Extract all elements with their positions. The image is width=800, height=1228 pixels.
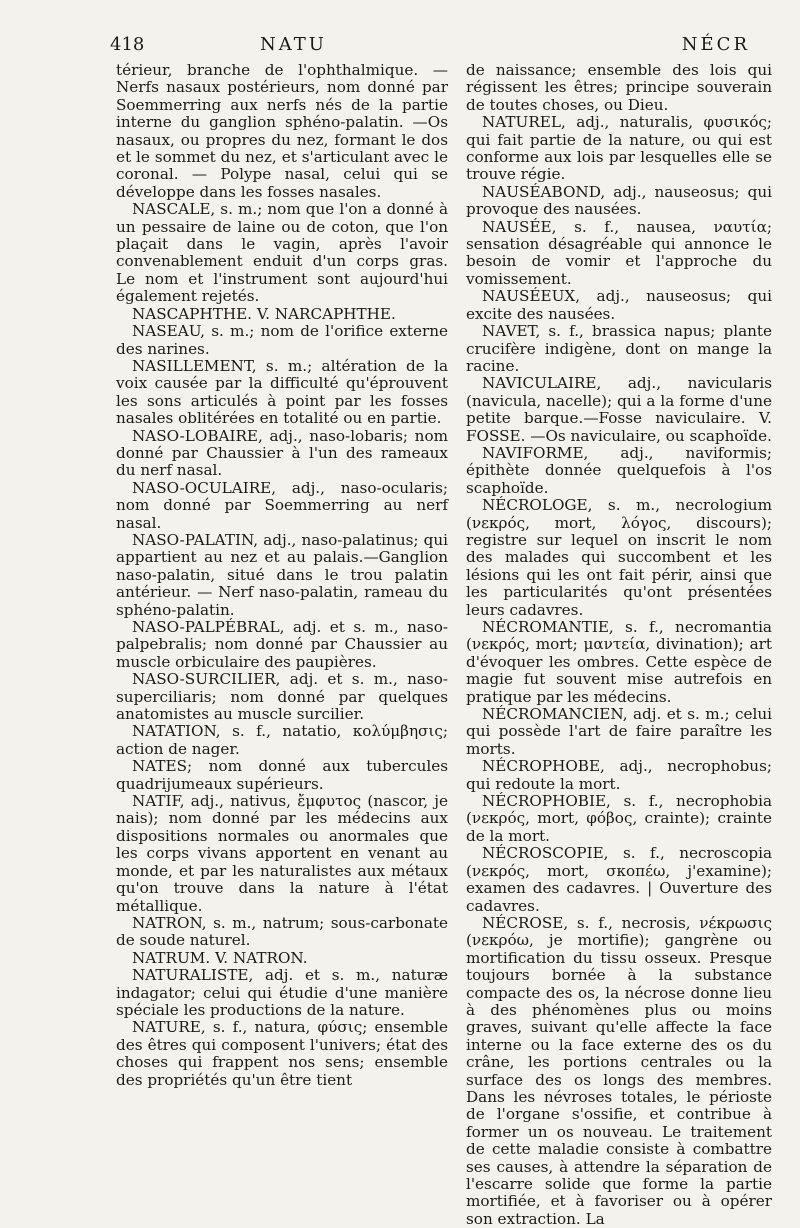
entry: NAUSÉEUX, adj., nauseosus; qui excite des nausées. (466, 287, 772, 323)
entry: NÉCROLOGE, s. m., necrologium (νεκρός, mort, λόγος, discours); registre sur lequel on inscrit le nom des malades qui succombent et les lésions qui les ont fait périr, ainsi que les particularités qu'ont présentées leurs cadavres. (466, 496, 772, 619)
entry: NATURALISTE, adj. et s. m., naturæ indagator; celui qui étudie d'une manière spéciale les productions de la nature. (116, 966, 448, 1019)
entry: NAVET, s. f., brassica napus; plante crucifère indigène, dont on mange la racine. (466, 322, 772, 375)
entry: NASO-LOBAIRE, adj., naso-lobaris; nom donné par Chaussier à l'un des rameaux du nerf nasal. (116, 426, 448, 480)
entry: NAUSÉABOND, adj., nauseosus; qui provoque des nausées. (466, 182, 772, 219)
entry: NASO-PALPÉBRAL, adj. et s. m., naso-palpebralis; nom donné par Chaussier au muscle orbiculaire des paupières. (116, 618, 448, 671)
entry: NAVICULAIRE, adj., navicularis (navicula, nacelle); qui a la forme d'une petite barque.—Fosse naviculaire. V. FOSSE. —Os naviculaire, ou scaphoïde. (466, 374, 772, 445)
entry: NÉCROPHOBIE, s. f., necrophobia (νεκρός, mort, φόβος, crainte); crainte de la mort. (466, 792, 772, 845)
entry: térieur, branche de l'ophthalmique. — Nerfs nasaux postérieurs, nom donné par Soemmerring aux nerfs nés de la partie interne du ganglion sphéno-palatin. —Os nasaux, ou propres du nez, formant le dos et le sommet du nez, et s'articulant avec le coronal. — Polype nasal, celui qui se développe dans les fosses nasales. (116, 61, 448, 201)
entry: NATURE, s. f., natura, φύσις; ensemble des êtres qui composent l'univers; état des choses qui frappent nos sens; ensemble des propriétés qu'un être tient (116, 1018, 448, 1089)
entry: NATIF, adj., nativus, ἔμφυτος (nascor, je nais); nom donné par les médecins aux dispositions normales ou anormales que les corps vivans apportent en venant au monde, et par les naturalistes aux métaux qu'on trouve dans la nature à l'état métallique. (116, 792, 448, 915)
entry: NASCALE, s. m.; nom que l'on a donné à un pessaire de laine ou de coton, que l'on plaçait dans le vagin, après l'avoir convenablement enduit d'un corps gras. Le nom et l'instrument sont aujourd'hui également rejetés. (116, 200, 448, 306)
right-column (466, 62, 772, 1228)
page-header (110, 26, 770, 56)
entry: NÉCROPHOBE, adj., necrophobus; qui redoute la mort. (466, 757, 772, 793)
entry: NÉCROMANTIE, s. f., necromantia (νεκρός, mort; μαντεία, divination); art d'évoquer les ombres. Cette espèce de magie fut souvent mise autrefois en pratique par les médecins. (466, 618, 772, 706)
entry: NAUSÉE, s. f., nausea, ναυτία; sensation désagréable qui annonce le besoin de vomir et l'approche du vomissement. (466, 217, 772, 288)
entry: de naissance; ensemble des lois qui régissent les êtres; principe souverain de toutes choses, ou Dieu. (466, 61, 772, 114)
entry: NASO-OCULAIRE, adj., naso-ocularis; nom donné par Soemmerring au nerf nasal. (116, 478, 448, 532)
entry: NASILLEMENT, s. m.; altération de la voix causée par la difficulté qu'éprouvent les sons articulés à point par les fosses nasales oblitérées en totalité ou en partie. (116, 356, 448, 428)
entry: NATES; nom donné aux tubercules quadrijumeaux supérieurs. (116, 757, 448, 793)
entry: NATUREL, adj., naturalis, φυσικός; qui fait partie de la nature, ou qui est conforme aux lois par lesquelles elle se trouve régie. (466, 113, 772, 184)
entry: NASCAPHTHE. V. NARCAPHTHE. (132, 304, 396, 323)
entry: NÉCROSE, s. f., necrosis, νέκρωσις (νεκρόω, je mortifie); gangrène ou mortification du tissu osseux. Presque toujours bornée à la substance compacte des os, la nécrose donne lieu à des phénomènes plus ou moins graves, suivant qu'elle affecte la face interne ou la face externe des os du crâne, les portions centrales ou la surface des os longs des membres. Dans les névroses totales, le périoste de l'organe s'ossifie, et contribue à former un os nouveau. Le traitement de cette maladie consiste à combattre ses causes, à attendre la séparation de l'escarre solide que forme la partie mortifiée, et à favoriser ou à opérer son extraction. La (466, 913, 772, 1228)
page-number: 418 (110, 34, 145, 55)
entry: NÉCROSCOPIE, s. f., necroscopia (νεκρός, mort, σκοπέω, j'examine); examen des cadavres. | Ouverture des cadavres. (466, 844, 772, 915)
entry: NASO-SURCILIER, adj. et s. m., naso-superciliaris; nom donné par quelques anatomistes au muscle surcilier. (116, 670, 448, 724)
entry: NAVIFORME, adj., naviformis; épithète donnée quelquefois à l'os scaphoïde. (466, 443, 772, 497)
running-head-right: NÉCR (681, 34, 750, 55)
entry: NASO-PALATIN, adj., naso-palatinus; qui appartient au nez et au palais.—Ganglion naso-palatin, situé dans le trou palatin antérieur. — Nerf naso-palatin, rameau du sphéno-palatin. (116, 530, 448, 619)
entry: NATRUM. V. NATRON. (132, 948, 308, 967)
entry: NÉCROMANCIEN, adj. et s. m.; celui qui possède l'art de faire paraître les morts. (466, 705, 772, 758)
running-head-left: NATU (260, 34, 327, 55)
entry: NATRON, s. m., natrum; sous-carbonate de soude naturel. (116, 913, 448, 950)
entry: NATATION, s. f., natatio, κολύμβησις; action de nager. (116, 722, 448, 758)
left-column (116, 62, 448, 1089)
entry: NASEAU, s. m.; nom de l'orifice externe des narines. (116, 322, 448, 358)
